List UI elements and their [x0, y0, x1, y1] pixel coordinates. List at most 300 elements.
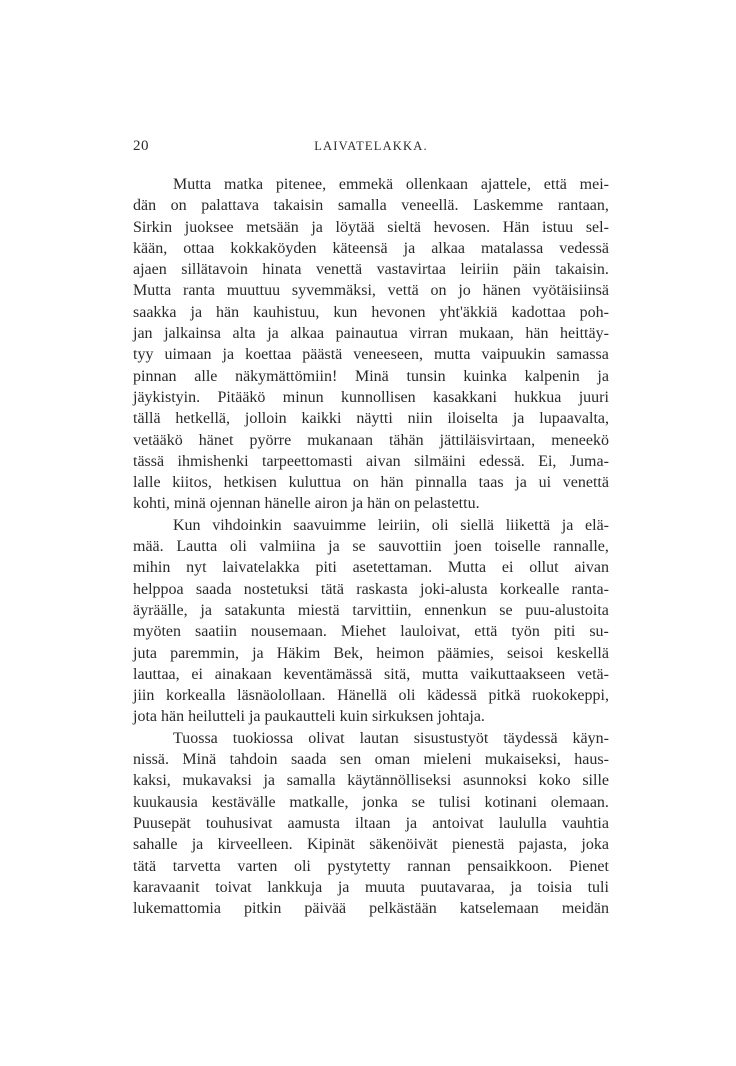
word: pitkä	[488, 687, 521, 705]
word: näkymättömiin!	[235, 367, 338, 385]
word: tarvittiin,	[352, 601, 412, 619]
word: ajattele,	[480, 176, 532, 193]
word: nyt	[186, 559, 207, 577]
word: päämies,	[437, 644, 494, 662]
word: jolloin	[244, 410, 287, 428]
word: painautua	[335, 325, 398, 343]
word: Laskemme	[473, 197, 544, 215]
text-line	[133, 643, 609, 664]
word: ja	[328, 538, 340, 556]
word: päästä	[302, 346, 343, 364]
word: ei	[191, 665, 203, 683]
word: on	[430, 282, 447, 300]
word: heittäy-	[560, 325, 609, 343]
word: löytää	[335, 218, 375, 236]
word: tätä	[320, 580, 344, 598]
word: lauloivat,	[400, 623, 461, 641]
text-line	[133, 344, 609, 365]
text-line	[133, 834, 609, 855]
word: kauhistuu,	[253, 303, 320, 321]
word: hänet	[198, 431, 234, 449]
word: päivää	[304, 900, 347, 918]
word: pyörre	[249, 431, 292, 449]
word: ja	[222, 346, 235, 364]
word: vettä	[387, 282, 419, 300]
word: mukavaksi	[182, 772, 252, 790]
word: nousemaan.	[250, 623, 327, 641]
word: raskasta	[356, 580, 408, 598]
text-line	[133, 259, 609, 280]
word: oli	[229, 538, 247, 556]
word: tarvetta	[172, 857, 221, 875]
word: työn	[511, 623, 540, 641]
text-line	[133, 302, 609, 323]
word: kaikki	[301, 410, 342, 428]
word: ja	[252, 644, 264, 662]
word: lupaavalta,	[539, 410, 609, 428]
word: täydessä	[503, 729, 558, 747]
word: pitenee,	[275, 176, 327, 193]
text-line	[133, 195, 609, 216]
word: haus-	[574, 751, 609, 769]
text-line	[133, 728, 609, 749]
word: että	[543, 176, 567, 193]
word: Hänellä	[337, 687, 387, 705]
word: aamusta	[287, 814, 340, 832]
word: vetääkö	[133, 431, 183, 449]
word: Häkim	[276, 644, 321, 662]
word: käteensä	[332, 239, 388, 257]
word: miestä	[297, 601, 340, 619]
text-line	[133, 685, 609, 706]
word: meidän	[561, 900, 609, 918]
word: venettä	[315, 261, 363, 279]
word: elä-	[585, 516, 609, 534]
word: Hän	[502, 218, 530, 236]
word: laivatelakka	[222, 559, 300, 577]
word: silmäini	[414, 452, 466, 470]
word: ranta-	[571, 580, 609, 598]
word: se	[411, 793, 425, 811]
word: käyn-	[572, 729, 609, 747]
word: iltaan	[355, 814, 391, 832]
word: laululla	[498, 814, 547, 832]
word: kadottaa	[511, 303, 566, 321]
word: mukaan,	[459, 325, 514, 343]
word: uimaan	[164, 346, 212, 364]
word: Mutta	[133, 282, 172, 300]
body-text	[133, 174, 609, 919]
word: se	[499, 601, 513, 619]
text-line	[133, 280, 609, 301]
word: ottaa	[183, 239, 215, 257]
word: istuu	[542, 218, 574, 236]
word: ja	[263, 772, 276, 790]
word: ihmishenki	[177, 452, 249, 470]
word: kestävälle	[211, 793, 276, 811]
text-line	[133, 408, 609, 429]
word: tällä	[133, 410, 161, 428]
word: rannan	[407, 857, 451, 875]
word: olemaan.	[550, 793, 609, 811]
word: toivat	[215, 878, 252, 896]
text-line	[133, 856, 609, 877]
word: leiriin,	[377, 516, 421, 534]
word: ja	[200, 601, 212, 619]
word: korkealla	[165, 687, 226, 705]
word: läsnäolollaan.	[237, 687, 326, 705]
word: saakka	[133, 303, 177, 321]
word: kään,	[133, 239, 168, 257]
word: Juma-	[569, 452, 609, 470]
word: Ei,	[538, 452, 557, 470]
word: hukkua	[514, 388, 562, 406]
word: ui	[538, 474, 552, 492]
word: pensaikkoon.	[467, 857, 553, 875]
word: vastavirtaa	[376, 261, 446, 279]
word: Pitääkö	[217, 388, 266, 406]
page-number: 20	[133, 138, 149, 154]
word: tyy	[133, 346, 154, 364]
word: sille	[582, 772, 609, 790]
word: kunnollisen	[340, 388, 416, 406]
word: saada	[290, 751, 327, 769]
word: sitä,	[383, 665, 411, 683]
word: samassa	[556, 346, 609, 364]
word: kuinka	[463, 367, 507, 385]
word: se	[352, 538, 366, 556]
word: hetkisen	[223, 474, 277, 492]
word: piti	[315, 559, 337, 577]
word: karavaanit	[133, 878, 200, 896]
word: Pienet	[568, 857, 609, 875]
word: saavuimme	[293, 516, 367, 534]
word: lalle	[133, 474, 161, 492]
word: satakunta	[224, 601, 286, 619]
word: rannalle,	[553, 538, 609, 556]
word: sillätavoin	[181, 261, 248, 279]
word: pitkin	[244, 900, 282, 918]
word: Bek,	[333, 644, 364, 662]
word: matka	[224, 176, 264, 193]
word: hän	[525, 325, 549, 343]
word: venettä	[562, 474, 609, 492]
word: alkaa	[431, 239, 465, 257]
word: ajaen	[133, 261, 167, 279]
word: jiin	[133, 687, 155, 705]
text-line	[133, 472, 609, 493]
word: lukemattomia	[133, 900, 221, 918]
word: sen	[339, 751, 362, 769]
word: liikettä	[505, 516, 551, 534]
text-line	[133, 600, 609, 621]
word: saatiin	[195, 623, 237, 641]
word: Puusepät	[133, 814, 191, 832]
text-line	[133, 749, 609, 770]
word: emmekä	[338, 176, 394, 193]
word: Tuossa	[173, 729, 218, 747]
word: Mutta	[173, 176, 212, 193]
text-line	[133, 217, 609, 238]
word: tähän	[388, 431, 424, 449]
word: mutta	[421, 665, 459, 683]
word: keventämässä	[283, 665, 373, 683]
word: edessä.	[479, 452, 525, 470]
word: niin	[407, 410, 433, 428]
word: tunsin	[406, 367, 446, 385]
word: takaisin	[273, 197, 324, 215]
word: aivan	[574, 559, 609, 577]
word: pajasta,	[518, 836, 568, 854]
word: kuluttua	[288, 474, 342, 492]
word: sel-	[585, 218, 609, 236]
word: myöten	[133, 623, 181, 641]
word: veneeseen,	[353, 346, 424, 364]
word: alta	[232, 325, 256, 343]
word: mihin	[133, 559, 171, 577]
word: kirveelleen.	[217, 836, 293, 854]
word: tuokiossa	[232, 729, 294, 747]
text-line	[133, 813, 609, 834]
word: jalkainsa	[164, 325, 221, 343]
word: sahalle	[133, 836, 178, 854]
word: lautan	[359, 729, 399, 747]
word: Sirkin	[133, 218, 173, 236]
word: mieleni	[423, 751, 472, 769]
word: jan	[133, 325, 153, 343]
word: Kun	[173, 516, 201, 534]
text-line	[133, 387, 609, 408]
word: minun	[282, 388, 324, 406]
word: ja	[597, 367, 609, 385]
word: piti	[553, 623, 576, 641]
word: heimon	[376, 644, 425, 662]
word: Minä	[182, 751, 217, 769]
word: yht'äkkiä	[439, 303, 498, 321]
word: leiriin	[460, 261, 499, 279]
text-line	[133, 770, 609, 791]
word: käytännölliseksi	[347, 772, 452, 790]
word: vaikuttaakseen	[470, 665, 566, 683]
word: ja	[512, 410, 525, 428]
word: lankkuja	[267, 878, 323, 896]
word: tulisi	[438, 793, 471, 811]
word: kiitos,	[172, 474, 212, 492]
word: kotinani	[484, 793, 537, 811]
word: jäykistyin.	[133, 388, 201, 406]
word: oli	[431, 516, 449, 534]
word: hän	[380, 474, 404, 492]
word: ennenkun	[424, 601, 487, 619]
word: alle	[194, 367, 218, 385]
word: mukaiseksi,	[484, 751, 561, 769]
text-line	[133, 515, 609, 536]
text-line	[133, 664, 609, 685]
text-line: jota hän heilutteli ja paukautteli kuin sirkuksen johtaja.	[133, 708, 485, 726]
word: pinnalla	[415, 474, 467, 492]
word: koko	[538, 772, 571, 790]
word: oli	[293, 857, 311, 875]
word: äyräälle,	[133, 601, 188, 619]
word: varten	[237, 857, 278, 875]
running-title: LAIVATELAKKA.	[314, 139, 428, 153]
word: ainakaan	[214, 665, 272, 683]
word: hinata	[262, 261, 302, 279]
text-line: kohti, minä ojennan hänelle airon ja hän on pelastettu.	[133, 495, 480, 513]
word: vihdoinkin	[212, 516, 282, 534]
word: keskellä	[556, 644, 609, 662]
word: toiselle	[494, 538, 541, 556]
word: siellä	[460, 516, 495, 534]
text-line	[133, 536, 609, 557]
word: muuta	[364, 878, 405, 896]
word: nissä.	[133, 751, 169, 769]
word: Minä	[355, 367, 389, 385]
word: tuli	[587, 878, 609, 896]
word: rantaan,	[557, 197, 609, 215]
word: matkalle,	[289, 793, 349, 811]
running-head	[133, 138, 609, 158]
word: kädessä	[427, 687, 477, 705]
word: iloiselta	[447, 410, 499, 428]
word: alkaa	[290, 325, 325, 343]
word: asunnoksi	[462, 772, 527, 790]
word: hän	[216, 303, 240, 321]
word: ja	[337, 878, 350, 896]
word: vedessä	[559, 239, 609, 257]
word: pelkästään	[369, 900, 437, 918]
word: Miehet	[340, 623, 387, 641]
word: dän	[133, 197, 157, 215]
word: puutavaraa,	[420, 878, 495, 896]
word: aivan	[366, 452, 401, 470]
word: jonka	[362, 793, 398, 811]
word: palattava	[201, 197, 259, 215]
text-line	[133, 366, 609, 387]
word: tätä	[133, 857, 157, 875]
text-line	[133, 430, 609, 451]
word: ja	[403, 239, 416, 257]
word: seisoi	[506, 644, 544, 662]
word: näytti	[356, 410, 393, 428]
word: joen	[454, 538, 482, 556]
word: su-	[589, 623, 609, 641]
word: ruokokeppi,	[532, 687, 609, 705]
word: katselemaan	[459, 900, 539, 918]
word: hevosen.	[433, 218, 491, 236]
word: jo	[458, 282, 471, 300]
word: on	[352, 474, 369, 492]
word: olivat	[308, 729, 345, 747]
word: hänen	[482, 282, 521, 300]
text-line	[133, 877, 609, 898]
word: valmiina	[259, 538, 316, 556]
word: kaksi,	[133, 772, 171, 790]
word: vetä-	[577, 665, 609, 683]
word: saada	[195, 580, 232, 598]
text-line	[133, 579, 609, 600]
word: säkenöivät	[369, 836, 438, 854]
word: juta	[133, 644, 157, 662]
word: oman	[374, 751, 411, 769]
word: pinnan	[133, 367, 177, 385]
word: päin	[513, 261, 541, 279]
word: kuukausia	[133, 793, 198, 811]
word: ja	[561, 516, 574, 534]
text-line	[133, 238, 609, 259]
word: paremmin,	[170, 644, 239, 662]
word: ja	[515, 474, 527, 492]
word: ja	[191, 836, 204, 854]
word: koettaa	[245, 346, 292, 364]
text-line	[133, 557, 609, 578]
word: matalassa	[480, 239, 544, 257]
word: poh-	[579, 303, 609, 321]
word: mää.	[133, 538, 164, 556]
word: sisustustyöt	[413, 729, 489, 747]
word: takaisin.	[555, 261, 609, 279]
text-line	[133, 898, 609, 919]
word: jättiläisvirtaan,	[439, 431, 536, 449]
word: korkealle	[499, 580, 560, 598]
word: taas	[478, 474, 504, 492]
text-line	[133, 792, 609, 813]
word: lauttaa,	[133, 665, 180, 683]
word: on	[170, 197, 187, 215]
word: vauhtia	[561, 814, 609, 832]
word: pienestä	[451, 836, 505, 854]
word: touhusivat	[205, 814, 273, 832]
word: puu-alustoita	[525, 601, 609, 619]
word: ja	[190, 303, 203, 321]
word: sauvottiin	[378, 538, 442, 556]
word: juoksee	[184, 218, 234, 236]
word: kalpenin	[524, 367, 580, 385]
word: Mutta	[447, 559, 487, 577]
word: vaipuukin	[481, 346, 546, 364]
text-line	[133, 451, 609, 472]
word: hevonen	[371, 303, 426, 321]
word: meneekö	[551, 431, 609, 449]
word: Lautta	[176, 538, 218, 556]
word: joka	[581, 836, 609, 854]
word: virran	[409, 325, 448, 343]
word: ja	[405, 814, 418, 832]
word: ollut	[529, 559, 559, 577]
text-line	[133, 174, 609, 195]
word: samalla	[337, 197, 387, 215]
word: tarpeettomasti	[262, 452, 353, 470]
word: ollenkaan	[405, 176, 469, 193]
word: ranta	[183, 282, 215, 300]
text-line	[133, 323, 609, 344]
text-line	[133, 621, 609, 642]
word: Kipinät	[306, 836, 355, 854]
word: tässä	[133, 452, 165, 470]
word: kokkaköyden	[230, 239, 317, 257]
word: oli	[398, 687, 416, 705]
word: kasakkani	[432, 388, 497, 406]
word: ja	[267, 325, 279, 343]
word: mukanaan	[307, 431, 373, 449]
word: että	[474, 623, 498, 641]
word: helppoa	[133, 580, 184, 598]
word: joki-alusta	[420, 580, 488, 598]
word: sieltä	[387, 218, 422, 236]
word: muuttuu	[226, 282, 281, 300]
word: mei-	[579, 176, 609, 193]
word: nostetuksi	[243, 580, 309, 598]
